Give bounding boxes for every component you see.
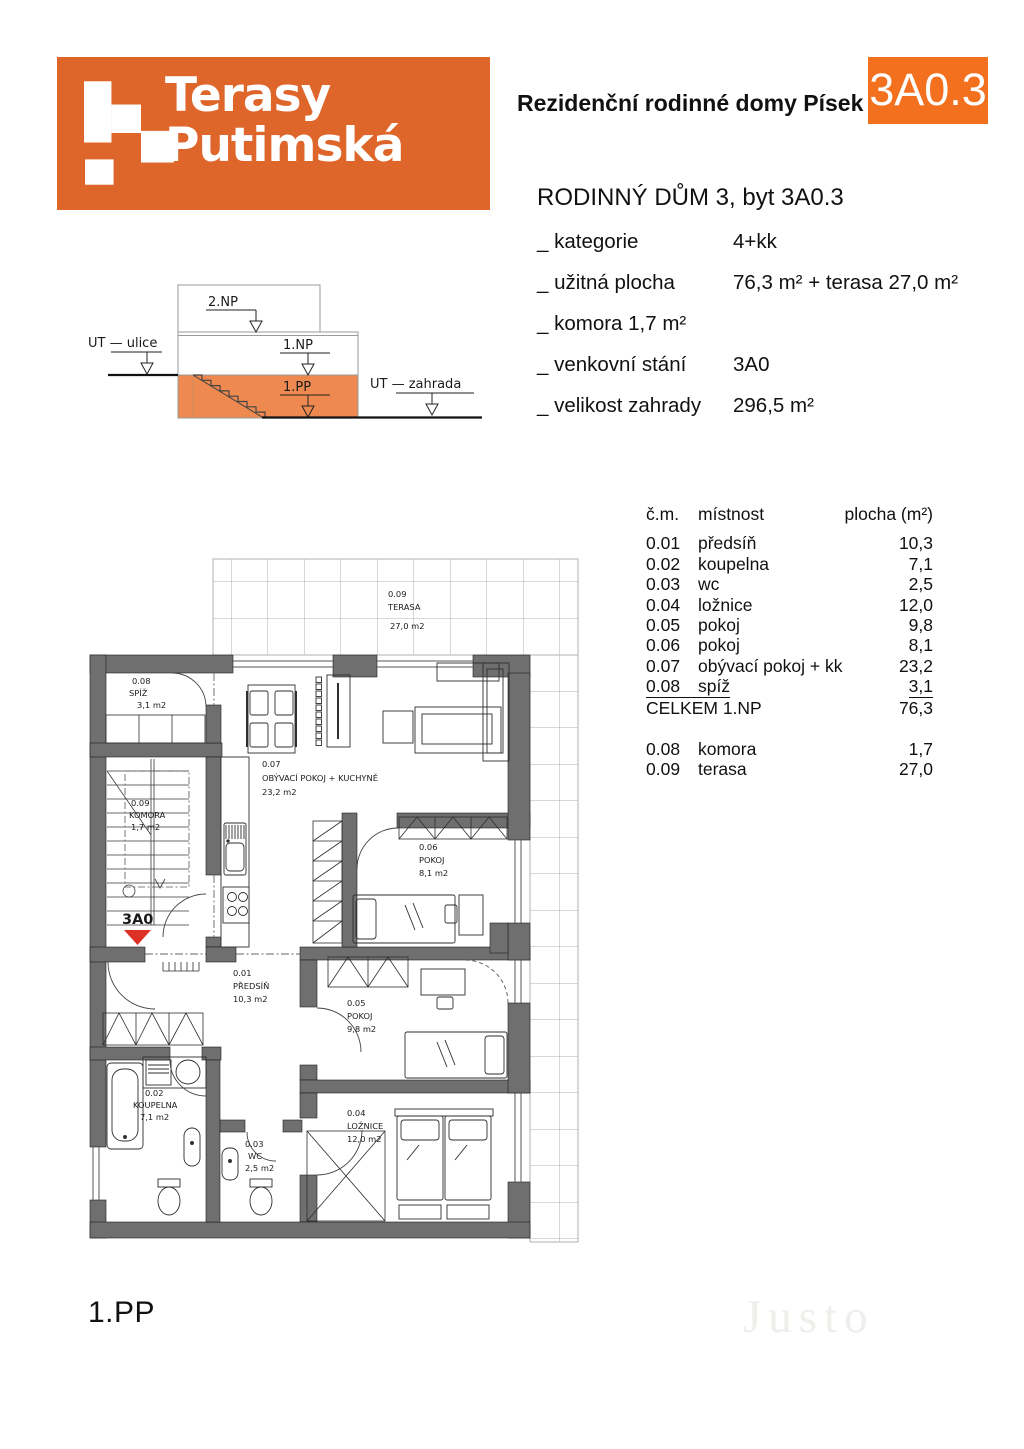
room-area: 27,0 [898, 759, 933, 780]
detail-value: 3A0 [733, 353, 770, 376]
room-label: 0.09 [388, 589, 407, 599]
room-label: 27,0 m2 [390, 621, 425, 631]
table-row [646, 635, 933, 655]
unit-marker-arrow-icon [124, 930, 151, 945]
table-row [646, 676, 933, 697]
page-title: Rezidenční rodinné domy Písek [517, 90, 864, 116]
logo-line1: Terasy [165, 68, 331, 123]
ladder-squares [316, 677, 322, 746]
washer-and-basin-icon [143, 1057, 206, 1088]
toilet-icon [250, 1179, 272, 1215]
wardrobe-icon [103, 1013, 203, 1045]
room-label: OBÝVACÍ POKOJ + KUCHYNĚ [262, 773, 378, 783]
toilet-icon [158, 1179, 180, 1215]
desk-icon [445, 895, 483, 935]
detail-label: _ velikost zahrady [537, 394, 702, 417]
room-num: 0.03 [646, 574, 681, 595]
room-label: 8,1 m2 [419, 868, 449, 878]
kitchen-sink-icon [224, 823, 246, 875]
unit-badge: 3A0.3 [868, 57, 988, 124]
logo-line2: Putimská [165, 118, 404, 173]
floor-1np-box [178, 332, 358, 375]
room-area: 10,3 [898, 533, 933, 554]
room-label: WC [248, 1151, 262, 1161]
room-area: 2,5 [908, 574, 933, 595]
floor-1pp-box [178, 375, 358, 418]
detail-label: _ kategorie [537, 230, 639, 253]
total-label: CELKEM 1.NP [646, 697, 762, 718]
detail-label: _ venkovní stání [537, 353, 687, 376]
room-table [646, 504, 933, 780]
table-row [646, 574, 933, 594]
bed-icon [405, 1032, 507, 1078]
room-label: 2,5 m2 [245, 1163, 275, 1173]
table-row [646, 759, 933, 779]
table-row [646, 739, 933, 759]
street-level-label: UT — ulice [88, 336, 158, 351]
room-area: 12,0 [898, 594, 933, 615]
room-num: 0.08 [646, 739, 681, 760]
floor-plan-level-label: 1.PP [88, 1296, 156, 1329]
room-label: 1,7 m2 [131, 822, 161, 832]
level-mark-icon [141, 363, 153, 374]
detail-row [537, 229, 958, 270]
room-label: 10,3 m2 [233, 994, 268, 1004]
detail-label: _ užitná plocha [537, 271, 675, 294]
table-row [646, 615, 933, 635]
room-name: komora [698, 739, 757, 760]
room-area: 1,7 [908, 739, 933, 760]
room-name: pokoj [698, 615, 740, 636]
dining-table-icon [247, 685, 296, 753]
unit-subtitle: RODINNÝ DŮM 3, byt 3A0.3 [537, 184, 844, 211]
room-name: ložnice [698, 594, 753, 615]
room-label: 0.02 [145, 1088, 164, 1098]
room-num: 0.01 [646, 533, 681, 554]
room-name: předsíň [698, 533, 757, 554]
room-name: pokoj [698, 635, 740, 656]
room-area: 3,1 [908, 676, 933, 697]
col-area: plocha (m²) [844, 504, 933, 524]
col-num: č.m. [646, 504, 680, 524]
unit-marker [122, 912, 153, 945]
bed-icon [353, 895, 455, 943]
room-label: 0.04 [347, 1108, 366, 1118]
room-label: 0.01 [233, 968, 252, 978]
floor-1pp-label: 1.PP [283, 380, 312, 395]
room-label: POKOJ [419, 855, 445, 865]
table-row [646, 656, 933, 676]
shelving-icon [313, 821, 342, 943]
detail-row [537, 352, 958, 393]
room-label: 12,0 m2 [347, 1134, 382, 1144]
room-label: PŘEDSÍŇ [233, 981, 270, 991]
room-label: 3,1 m2 [137, 700, 167, 710]
room-label: SPÍŽ [129, 688, 148, 698]
floor-2np-box [178, 285, 320, 332]
wardrobe-icon [307, 1131, 385, 1221]
room-label: 0.06 [419, 842, 438, 852]
garden-door-swing [465, 960, 508, 1003]
room-name: obývací pokoj + kk [698, 655, 843, 676]
room-label: 0.05 [347, 998, 366, 1008]
room-label: KOMORA [129, 810, 166, 820]
table-row [646, 533, 933, 553]
col-name: místnost [698, 504, 765, 524]
walls [90, 655, 530, 1238]
room-num: 0.02 [646, 553, 681, 574]
garden-level-label: UT — zahrada [370, 377, 462, 392]
logo-text [165, 68, 404, 173]
sink-icon [184, 1128, 200, 1166]
room-num: 0.06 [646, 635, 681, 656]
building-section-diagram [80, 275, 490, 440]
table-row [646, 595, 933, 615]
room-name: spíž [698, 676, 731, 697]
total-area: 76,3 [898, 697, 933, 718]
logo [57, 57, 490, 210]
detail-value: 296,5 m² [733, 394, 814, 417]
room-name: terasa [698, 759, 747, 780]
detail-value: 76,3 m² + terasa 27,0 m² [733, 271, 959, 294]
floor-2np-label: 2.NP [208, 295, 238, 310]
room-num: 0.05 [646, 615, 681, 636]
cabinet-row-icon [106, 715, 205, 743]
detail-value: 4+kk [733, 230, 777, 253]
detail-row [537, 270, 958, 311]
justo-watermark: Justo [743, 1291, 875, 1343]
room-area: 23,2 [898, 655, 933, 676]
room-label: 0.08 [132, 676, 151, 686]
unit-marker-label: 3A0 [122, 912, 154, 928]
coffee-table-icon [383, 711, 413, 743]
room-area: 8,1 [908, 635, 933, 656]
room-label: KOUPELNA [133, 1100, 178, 1110]
room-label: TERASA [388, 602, 421, 612]
room-num: 0.08 [646, 676, 681, 697]
kitchen-counter [221, 757, 249, 947]
room-label: 9,8 m2 [347, 1024, 377, 1034]
room-label: 23,2 m2 [262, 787, 297, 797]
detail-row [537, 393, 958, 434]
table-total-row [646, 698, 933, 718]
room-num: 0.09 [646, 759, 681, 780]
desk-icon [421, 969, 465, 1009]
room-area: 7,1 [908, 553, 933, 574]
stove-icon [223, 887, 249, 923]
detail-row [537, 311, 958, 352]
sofa-icon [383, 663, 509, 761]
coat-rack-icon [163, 962, 199, 971]
room-num: 0.04 [646, 594, 681, 615]
unit-details [537, 229, 958, 434]
room-label: 0.07 [262, 759, 281, 769]
room-name: koupelna [698, 553, 770, 574]
table-row [646, 554, 933, 574]
staircase [107, 759, 189, 925]
room-name: wc [698, 574, 720, 595]
level-mark-icon [426, 404, 438, 415]
room-label: 7,1 m2 [140, 1112, 170, 1122]
double-bed-icon [395, 1109, 493, 1219]
room-table-header [646, 504, 933, 524]
detail-label: _ komora 1,7 m² [537, 312, 687, 335]
room-label: 0.03 [245, 1139, 264, 1149]
radiator-shelf-icon [316, 675, 350, 747]
sink-icon [222, 1148, 238, 1180]
room-label: 0.09 [131, 798, 150, 808]
floor-plan [85, 545, 645, 1245]
room-num: 0.07 [646, 655, 681, 676]
room-label: LOŽNICE [347, 1121, 384, 1131]
room-area: 9,8 [908, 615, 933, 636]
room-label: POKOJ [347, 1011, 373, 1021]
floor-1np-label: 1.NP [283, 338, 313, 353]
wardrobe-icon [328, 957, 408, 987]
